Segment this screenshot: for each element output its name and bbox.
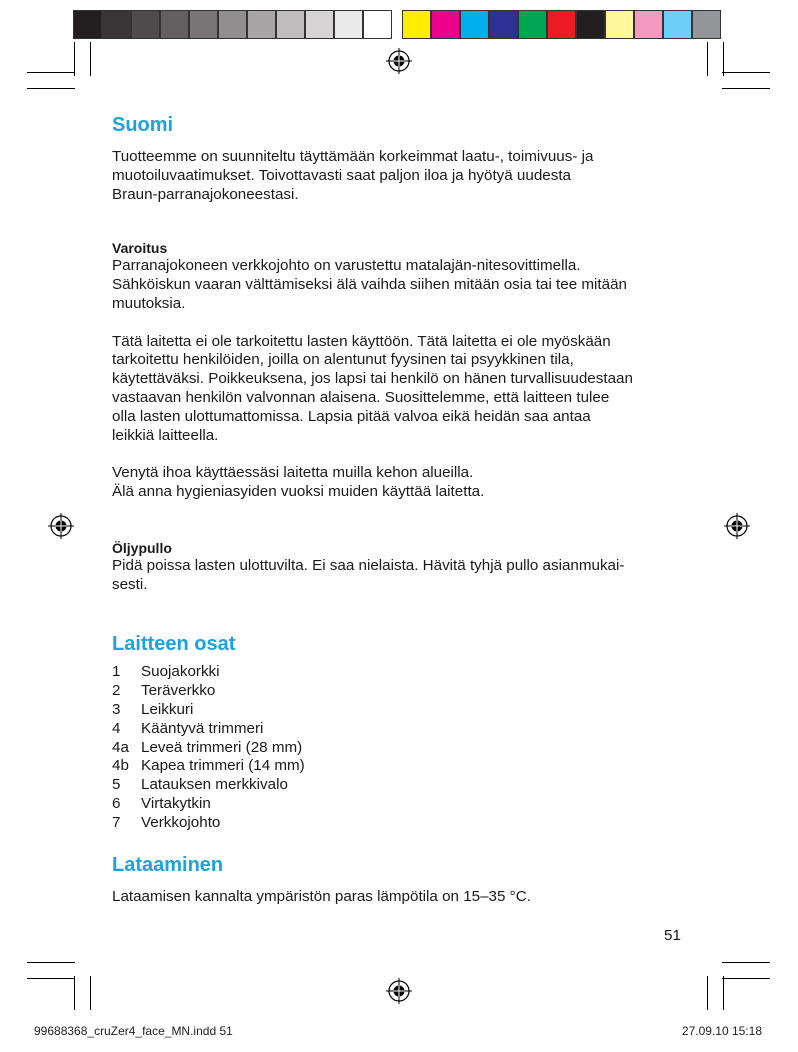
part-label: Kapea trimmeri (14 mm): [141, 757, 305, 775]
part-number: 1: [112, 663, 121, 681]
crop-mark: [722, 88, 770, 89]
list-item: [112, 663, 692, 682]
text-line: olla lasten ulottumattomissa. Lapsia pitää valvoa eikä heidän saa antaa: [112, 407, 591, 425]
color-swatch: [334, 10, 363, 39]
children-warning-paragraph: [112, 333, 692, 446]
warning-paragraph: [112, 257, 692, 313]
section-title-laitteen-osat: Laitteen osat: [112, 633, 236, 656]
text-line: Venytä ihoa käyttäessäsi laitetta muilla kehon alueilla.: [112, 464, 474, 482]
color-swatch: [247, 10, 276, 39]
list-item: [112, 701, 692, 720]
color-swatch: [634, 10, 663, 39]
text-line: sesti.: [112, 575, 148, 593]
text-line: Tätä laitetta ei ole tarkoitettu lasten käyttöön. Tätä laitetta ei ole myöskään: [112, 332, 611, 350]
part-number: 3: [112, 700, 121, 718]
part-label: Virtakytkin: [141, 794, 211, 812]
part-number: 4: [112, 719, 121, 737]
color-swatch: [402, 10, 431, 39]
color-swatch: [692, 10, 721, 39]
footer-filename: 99688368_cruZer4_face_MN.indd 51: [34, 1024, 233, 1038]
part-number: 4b: [112, 757, 129, 775]
color-swatch: [518, 10, 547, 39]
part-number: 6: [112, 794, 121, 812]
color-swatch: [218, 10, 247, 39]
grayscale-color-bar: [73, 10, 392, 39]
text-line: käytettäväksi. Poikkeuksena, jos lapsi tai henkilö on hänen turvallisuudestaan: [112, 370, 633, 388]
color-swatch: [663, 10, 692, 39]
part-label: Suojakorkki: [141, 663, 220, 681]
color-swatch: [547, 10, 576, 39]
color-swatch: [73, 10, 102, 39]
text-line: Älä anna hygieniasyiden vuoksi muiden käyttää laitetta.: [112, 482, 485, 500]
text-line: Pidä poissa lasten ulottuvilta. Ei saa nielaista. Hävitä tyhjä pullo asianmukai-: [112, 556, 625, 574]
color-swatch: [431, 10, 460, 39]
registration-mark-icon: [386, 978, 412, 1004]
crop-mark: [707, 42, 708, 76]
crop-mark: [723, 976, 724, 1010]
subheading-varoitus: Varoitus: [112, 240, 168, 257]
skin-warning-paragraph: [112, 464, 692, 502]
subheading-oljypullo: Öljypullo: [112, 539, 172, 556]
color-swatch: [305, 10, 334, 39]
part-label: Teräverkko: [141, 682, 216, 700]
list-item: [112, 682, 692, 701]
part-label: Verkkojohto: [141, 813, 221, 831]
crop-mark: [27, 962, 75, 963]
part-number: 7: [112, 813, 121, 831]
text-line: vastaavan henkilön valvonnan alaisena. Suosittelemme, että laitteen tulee: [112, 388, 610, 406]
color-swatch: [131, 10, 160, 39]
part-number: 5: [112, 776, 121, 794]
text-line: Braun-parranajokoneestasi.: [112, 185, 299, 203]
list-item: [112, 795, 692, 814]
crop-mark: [27, 88, 75, 89]
registration-mark-icon: [724, 513, 750, 539]
color-swatch: [102, 10, 131, 39]
crop-mark: [722, 962, 770, 963]
list-item: [112, 739, 692, 758]
text-line: leikkiä laitteella.: [112, 426, 219, 444]
section-title-lataaminen: Lataaminen: [112, 853, 224, 876]
crop-mark: [723, 42, 724, 76]
text-line: Tuotteemme on suunniteltu täyttämään korkeimmat laatu-, toimivuus- ja: [112, 148, 594, 165]
text-line: Parranajokoneen verkkojohto on varustettu matalajän-nitesovittimella.: [112, 257, 581, 275]
parts-list: [112, 663, 692, 832]
color-swatch: [363, 10, 392, 39]
crop-mark: [90, 42, 91, 76]
crop-mark: [27, 978, 75, 979]
list-item: [112, 814, 692, 833]
crop-mark: [27, 72, 75, 73]
part-label: Kääntyvä trimmeri: [141, 719, 264, 737]
registration-mark-icon: [386, 48, 412, 74]
color-swatch: [605, 10, 634, 39]
footer-datetime: 27.09.10 15:18: [681, 1024, 762, 1038]
process-color-bar: [402, 10, 721, 39]
color-swatch: [160, 10, 189, 39]
text-line: Sähköiskun vaaran välttämiseksi älä vaihda siihen mitään osia tai tee mitään: [112, 276, 627, 294]
crop-mark: [74, 976, 75, 1010]
color-swatch: [576, 10, 605, 39]
text-line: tarkoitettu henkilöiden, joilla on alentunut fyysinen tai psyykkinen tila,: [112, 351, 574, 369]
section-title-suomi: Suomi: [112, 114, 174, 136]
text-line: muutoksia.: [112, 294, 186, 312]
crop-mark: [722, 978, 770, 979]
page-content: [112, 112, 692, 906]
list-item: [112, 757, 692, 776]
part-number: 4a: [112, 738, 129, 756]
text-line: muotoiluvaatimukset. Toivottavasti saat paljon iloa ja hyötyä uudesta: [112, 166, 571, 184]
oil-bottle-paragraph: [112, 557, 692, 595]
charging-paragraph: Lataamisen kannalta ympäristön paras lämpötila on 15–35 °C.: [112, 887, 531, 905]
color-swatch: [489, 10, 518, 39]
color-swatch: [276, 10, 305, 39]
page-number: 51: [664, 927, 681, 944]
crop-mark: [74, 42, 75, 76]
crop-mark: [90, 976, 91, 1010]
part-label: Leikkuri: [141, 700, 194, 718]
part-number: 2: [112, 682, 121, 700]
crop-mark: [722, 72, 770, 73]
registration-mark-icon: [48, 513, 74, 539]
list-item: [112, 776, 692, 795]
list-item: [112, 720, 692, 739]
part-label: Latauksen merkkivalo: [141, 776, 288, 794]
crop-mark: [707, 976, 708, 1010]
intro-paragraph: [112, 148, 692, 204]
color-swatch: [460, 10, 489, 39]
color-swatch: [189, 10, 218, 39]
part-label: Leveä trimmeri (28 mm): [141, 738, 303, 756]
